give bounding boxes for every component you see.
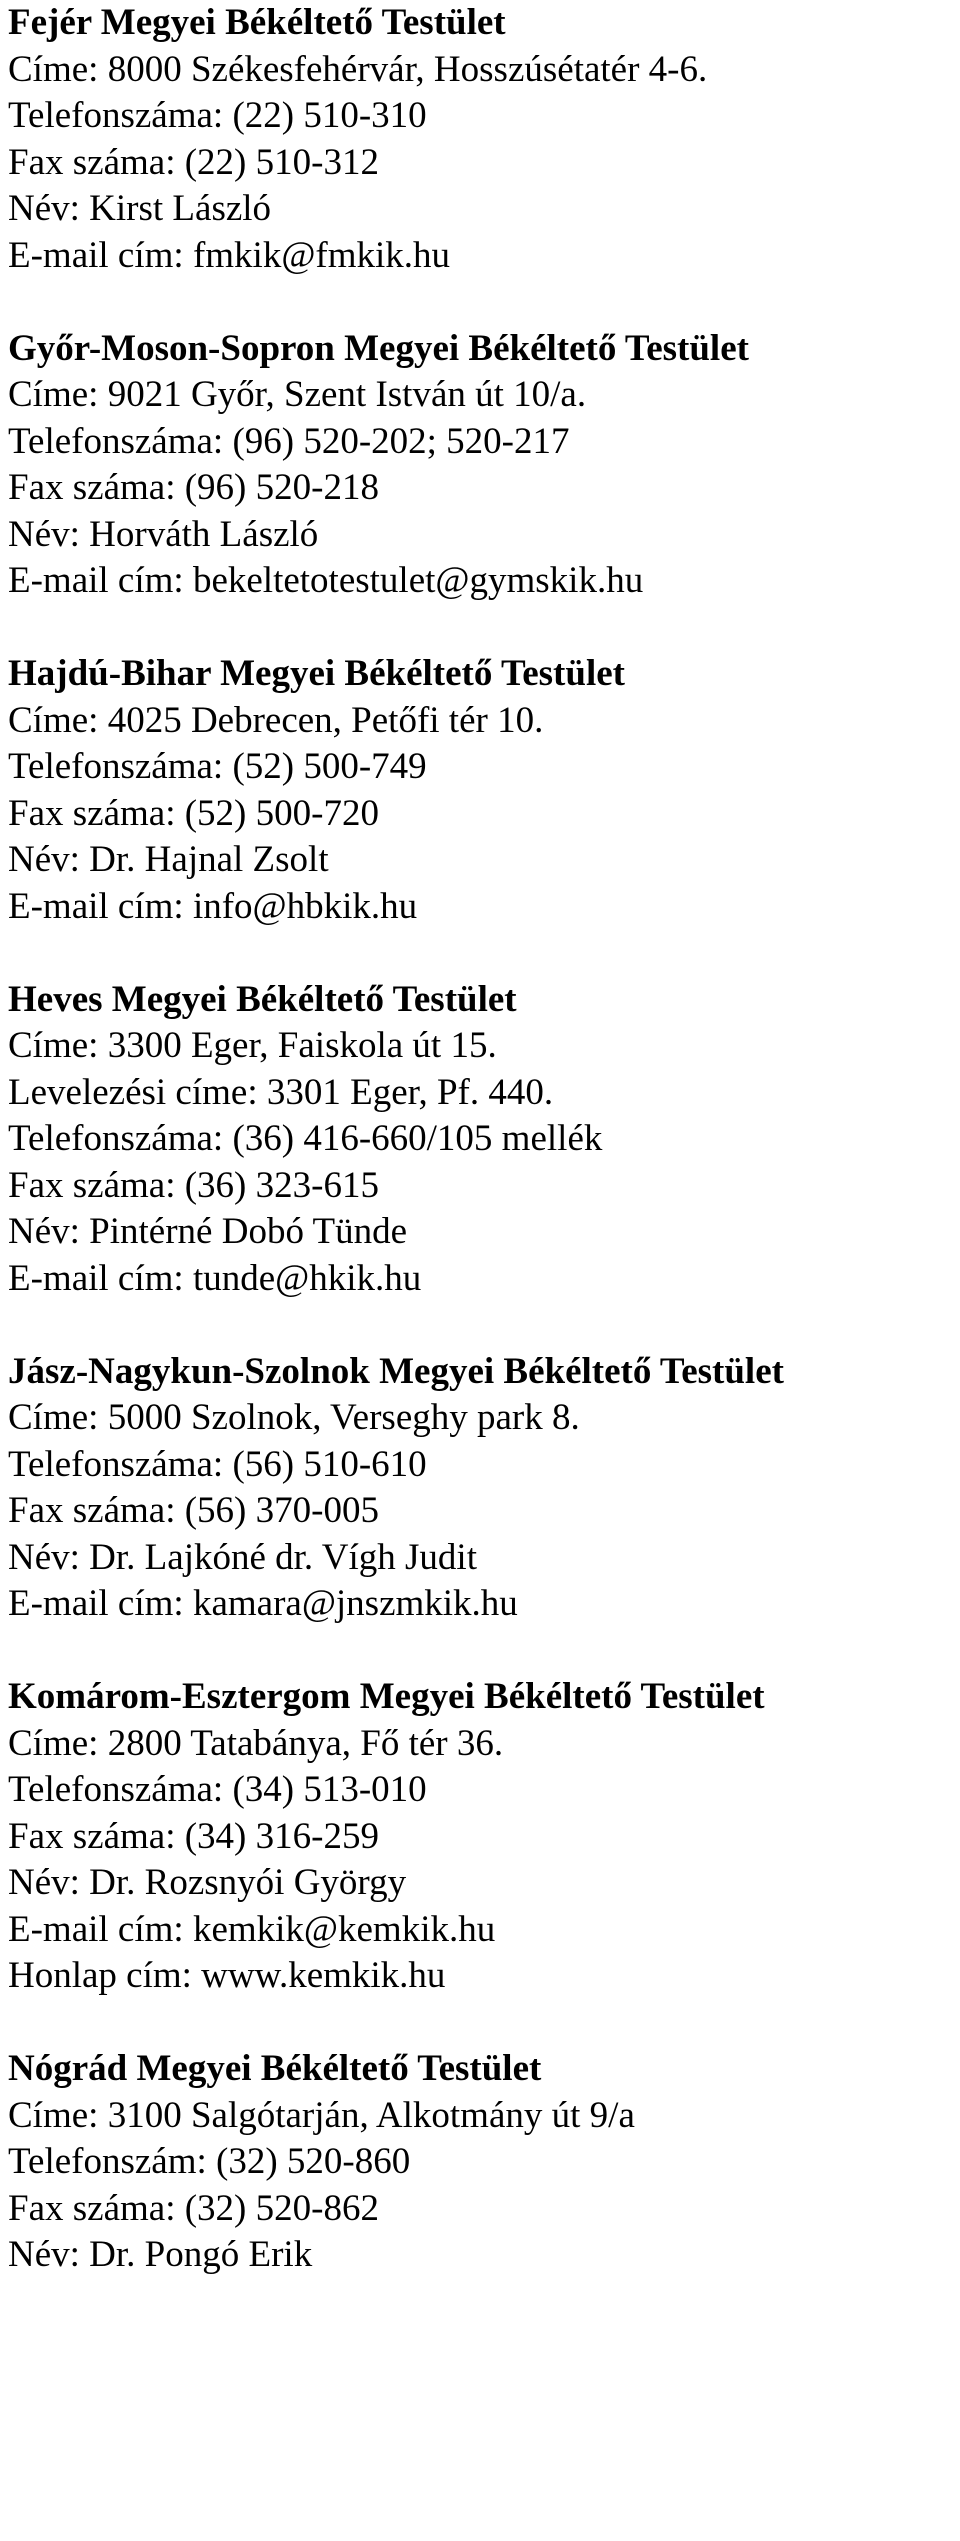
entry-fejer [8, 0, 956, 279]
entry-heves [8, 977, 956, 1303]
entry-spacer [8, 1628, 956, 1675]
address-line: Címe: 2800 Tatabánya, Fő tér 36. [8, 1722, 504, 1764]
name-line: Név: Horváth László [8, 513, 319, 555]
entry-spacer [8, 605, 956, 652]
postal-address-line: Levelezési címe: 3301 Eger, Pf. 440. [8, 1071, 554, 1113]
entry-spacer [8, 1302, 956, 1349]
email-line: E-mail cím: tunde@hkik.hu [8, 1257, 422, 1299]
entry-jasz-nagykun-szolnok [8, 1349, 956, 1628]
fax-line: Fax száma: (52) 500-720 [8, 792, 379, 834]
entry-title: Komárom-Esztergom Megyei Békéltető Testület [8, 1676, 765, 1717]
phone-line: Telefonszáma: (34) 513-010 [8, 1769, 427, 1810]
address-line: Címe: 3100 Salgótarján, Alkotmány út 9/a [8, 2094, 635, 2136]
entry-title: Hajdú-Bihar Megyei Békéltető Testület [8, 653, 625, 694]
name-line: Név: Pintérné Dobó Tünde [8, 1211, 408, 1252]
name-line: Név: Dr. Pongó Erik [8, 2234, 313, 2275]
email-line: E-mail cím: fmkik@fmkik.hu [8, 234, 451, 276]
fax-line: Fax száma: (32) 520-862 [8, 2187, 379, 2229]
entry-title: Fejér Megyei Békéltető Testület [8, 2, 506, 43]
address-line: Címe: 9021 Győr, Szent István út 10/a. [8, 374, 587, 415]
phone-line: Telefonszáma: (36) 416-660/105 mellék [8, 1118, 603, 1159]
name-line: Név: Dr. Lajkóné dr. Vígh Judit [8, 1536, 477, 1578]
phone-line: Telefonszáma: (22) 510-310 [8, 95, 427, 136]
name-line: Név: Kirst László [8, 188, 272, 229]
phone-line: Telefonszám: (32) 520-860 [8, 2141, 411, 2182]
name-line: Név: Dr. Hajnal Zsolt [8, 839, 329, 880]
fax-line: Fax száma: (34) 316-259 [8, 1815, 379, 1857]
fax-line: Fax száma: (36) 323-615 [8, 1164, 379, 1206]
email-line: E-mail cím: bekeltetotestulet@gymskik.hu [8, 560, 644, 601]
phone-line: Telefonszáma: (96) 520-202; 520-217 [8, 420, 570, 462]
entry-title: Jász-Nagykun-Szolnok Megyei Békéltető Testület [8, 1350, 784, 1392]
email-line: E-mail cím: info@hbkik.hu [8, 885, 418, 927]
address-line: Címe: 8000 Székesfehérvár, Hosszúsétatér 4-6. [8, 48, 708, 90]
phone-line: Telefonszáma: (52) 500-749 [8, 746, 427, 787]
entry-komarom-esztergom [8, 1674, 956, 2000]
entry-spacer [8, 279, 956, 326]
entry-hajdu-bihar [8, 651, 956, 930]
name-line: Név: Dr. Rozsnyói György [8, 1862, 407, 1903]
address-line: Címe: 4025 Debrecen, Petőfi tér 10. [8, 699, 544, 741]
entry-title: Nógrád Megyei Békéltető Testület [8, 2048, 542, 2089]
fax-line: Fax száma: (22) 510-312 [8, 141, 379, 183]
entry-title: Győr-Moson-Sopron Megyei Békéltető Testület [8, 327, 749, 369]
address-line: Címe: 5000 Szolnok, Verseghy park 8. [8, 1397, 580, 1438]
entry-spacer [8, 930, 956, 977]
entry-spacer [8, 2000, 956, 2047]
document-body [8, 0, 956, 2279]
fax-line: Fax száma: (56) 370-005 [8, 1490, 379, 1531]
phone-line: Telefonszáma: (56) 510-610 [8, 1443, 427, 1485]
entry-gyor [8, 326, 956, 605]
entry-nograd [8, 2046, 956, 2279]
address-line: Címe: 3300 Eger, Faiskola út 15. [8, 1025, 497, 1066]
fax-line: Fax száma: (96) 520-218 [8, 467, 379, 508]
entry-title: Heves Megyei Békéltető Testület [8, 978, 517, 1020]
email-line: E-mail cím: kemkik@kemkik.hu [8, 1908, 496, 1950]
website-line: Honlap cím: www.kemkik.hu [8, 1955, 446, 1996]
email-line: E-mail cím: kamara@jnszmkik.hu [8, 1583, 518, 1624]
